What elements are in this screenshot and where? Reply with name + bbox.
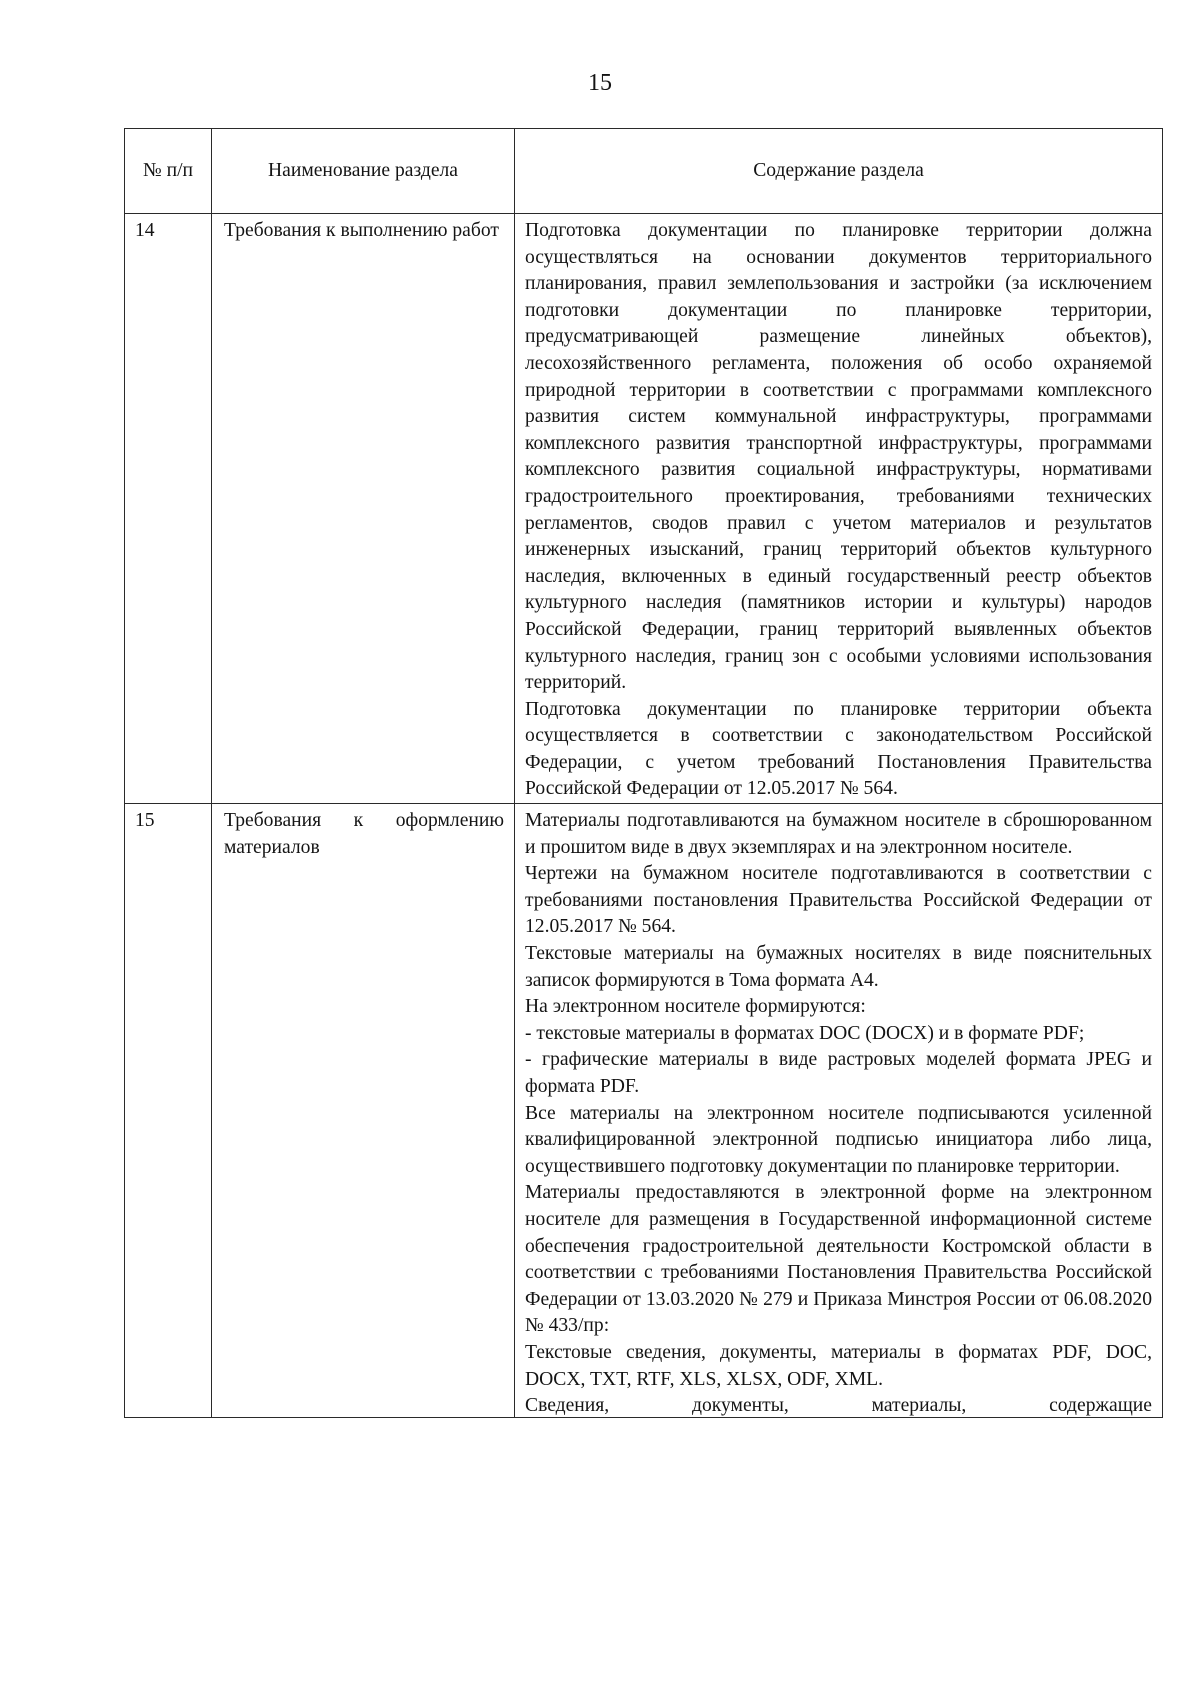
table-header-row bbox=[125, 129, 1163, 214]
content-paragraph: - текстовые материалы в форматах DOC (DOCX) и в формате PDF; bbox=[525, 1022, 1085, 1044]
table-row bbox=[125, 214, 1163, 804]
header-section-content: Содержание раздела bbox=[515, 129, 1163, 214]
header-section-name: Наименование раздела bbox=[212, 129, 515, 214]
content-paragraph: Подготовка документации по планировке территории должна осуществляться на основании документов территориального планирования, правил землепользования и застройки (за исключением подготовки документации по планировке территории, предусматривающей размещение линейных объектов), лесохозяйственного регламента, положения об особо охраняемой природной территории в соответствии с программами комплексного развития систем коммунальной инфраструктуры, программами комплексного развития транспортной инфраструктуры, программами комплексного развития социальной инфраструктуры, нормативами градостроительного проектирования, требованиями технических регламентов, сводов правил с учетом материалов и результатов инженерных изысканий, границ территорий объектов культурного наследия, включенных в единый государственный реестр объектов культурного наследия (памятников истории и культуры) народов Российской Федерации, границ территорий выявленных объектов культурного наследия, границ зон с особыми условиями использования территорий. bbox=[525, 220, 1152, 694]
content-paragraph: Материалы подготавливаются на бумажном носителе в сброшюрованном и прошитом виде в двух экземплярах и на электронном носителе. bbox=[525, 810, 1152, 858]
table-row bbox=[125, 804, 1163, 1418]
row-section-name: Требования к выполнению работ bbox=[212, 214, 515, 804]
row-number: 15 bbox=[125, 804, 212, 1418]
content-paragraph: Чертежи на бумажном носителе подготавливаются в соответствии с требованиями постановления Правительства Российской Федерации от 12.05.2017 № 564. bbox=[525, 863, 1152, 938]
content-paragraph: Подготовка документации по планировке территории объекта осуществляется в соответствии с законодательством Российской Федерации, с учетом требований Постановления Правительства Российской Федерации от 12.05.2017 № 564. bbox=[525, 698, 1152, 800]
row-section-content bbox=[515, 214, 1163, 804]
requirements-table bbox=[124, 128, 1163, 1418]
content-paragraph: Все материалы на электронном носителе подписываются усиленной квалифицированной электронной подписью инициатора либо лица, осуществившего подготовку документации по планировке территории. bbox=[525, 1102, 1152, 1177]
content-paragraph: Материалы предоставляются в электронной форме на электронном носителе для размещения в Государственной информационной системе обеспечения градостроительной деятельности Костромской области в соответствии с требованиями Постановления Правительства Российской Федерации от 13.03.2020 № 279 и Приказа Минстроя России от 06.08.2020 № 433/пр: bbox=[525, 1182, 1152, 1337]
content-paragraph: Текстовые материалы на бумажных носителях в виде пояснительных записок формируются в Тома формата А4. bbox=[525, 943, 1152, 991]
content-paragraph: Текстовые сведения, документы, материалы в форматах PDF, DOC, DOCX, TXT, RTF, XLS, XLSX, ODF, XML. bbox=[525, 1341, 1152, 1390]
content-paragraph: На электронном носителе формируются: bbox=[525, 996, 866, 1018]
row-number: 14 bbox=[125, 214, 212, 804]
row-section-content bbox=[515, 804, 1163, 1418]
row-section-name: Требования к оформлению материалов bbox=[212, 804, 515, 1418]
header-number: № п/п bbox=[125, 129, 212, 214]
page-number: 15 bbox=[588, 70, 612, 96]
content-paragraph-continued: Сведения, документы, материалы, содержащие bbox=[525, 1395, 1152, 1417]
content-paragraph: - графические материалы в виде растровых моделей формата JPEG и формата PDF. bbox=[525, 1049, 1152, 1097]
